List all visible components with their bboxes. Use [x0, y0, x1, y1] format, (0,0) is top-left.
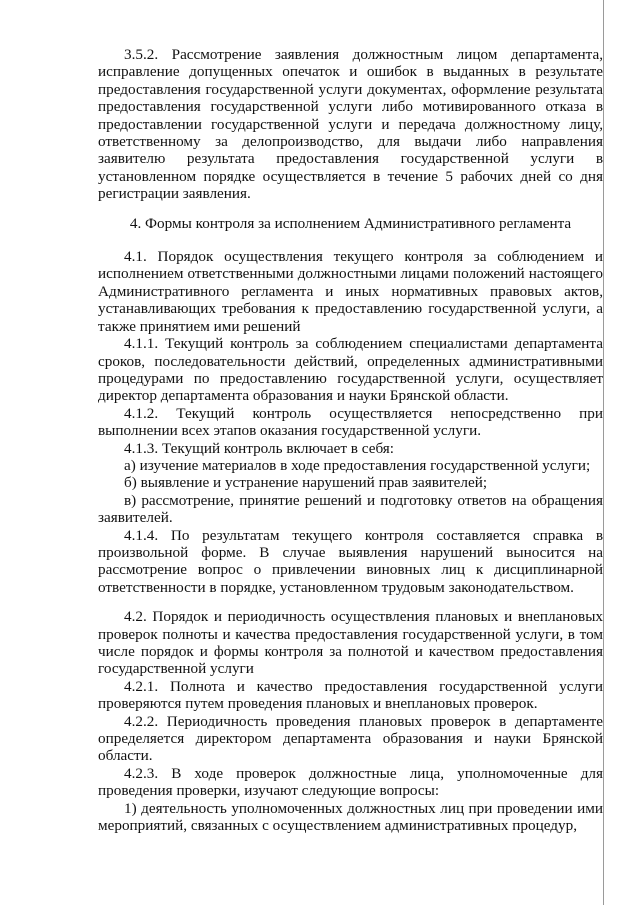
paragraph-4-2: 4.2. Порядок и периодичность осуществления плановых и внеплановых проверок полноты и качества предоставления государственной услуги, в том числе порядок и формы контроля за полнотой и качеством предоставления государственной услуги [98, 608, 603, 678]
document-body [98, 46, 603, 834]
paragraph-4-1-1: 4.1.1. Текущий контроль за соблюдением специалистами департамента сроков, последовательности действий, определенных административными процедурами по предоставлению государственной услуги, осуществляет директор департамента образования и науки Брянской области. [98, 335, 603, 405]
list-item-b: б) выявление и устранение нарушений прав заявителей; [124, 474, 488, 492]
list-item-a: а) изучение материалов в ходе предоставления государственной услуги; [124, 456, 591, 474]
section-heading-4: 4. Формы контроля за исполнением Административного регламента [129, 214, 572, 232]
paragraph-4-2-2: 4.2.2. Периодичность проведения плановых проверок в департаменте определяется директором департамента образования и науки Брянской области. [98, 712, 603, 765]
list-item-v: в) рассмотрение, принятие решений и подготовку ответов на обращения заявителей. [98, 491, 603, 527]
scan-edge-line [603, 0, 604, 905]
paragraph-4-1: 4.1. Порядок осуществления текущего контроля за соблюдением и исполнением ответственными должностными лицами положений настоящего Административного регламента и иных нормативных правовых актов, устанавливающих требования к предоставлению государственной услуги, а также принятием ими решений [98, 248, 603, 335]
paragraph-4-1-3: 4.1.3. Текущий контроль включает в себя: [124, 439, 394, 457]
paragraph-4-1-4: 4.1.4. По результатам текущего контроля составляется справка в произвольной форме. В случае выявления нарушений выносится на рассмотрение вопрос о привлечении виновных лиц к дисциплинарной ответственности в порядке, установленном трудовым законодательством. [98, 526, 603, 596]
paragraph-4-2-3: 4.2.3. В ходе проверок должностные лица, уполномоченные для проведения проверки, изучают следующие вопросы: [98, 764, 603, 800]
list-item-1: 1) деятельность уполномоченных должностных лиц при проведении ими мероприятий, связанных с осуществлением административных процедур, [98, 799, 603, 835]
paragraph-3-5-2: 3.5.2. Рассмотрение заявления должностным лицом департамента, исправление допущенных опечаток и ошибок в выданных в результате предоставления государственной услуги документах, оформление результата предоставления государственной услуги либо мотивированного отказа в предоставлении государственной услуги и передача должностному лицу, ответственному за делопроизводство, для выдачи либо направления заявителю результата предоставления государственной услуги в установленном порядке осуществляется в течение 5 рабочих дней со дня регистрации заявления. [98, 46, 603, 203]
paragraph-4-1-2: 4.1.2. Текущий контроль осуществляется непосредственно при выполнении всех этапов оказания государственной услуги. [98, 404, 603, 440]
paragraph-4-2-1: 4.2.1. Полнота и качество предоставления государственной услуги проверяются путем проведения плановых и внеплановых проверок. [98, 677, 603, 713]
